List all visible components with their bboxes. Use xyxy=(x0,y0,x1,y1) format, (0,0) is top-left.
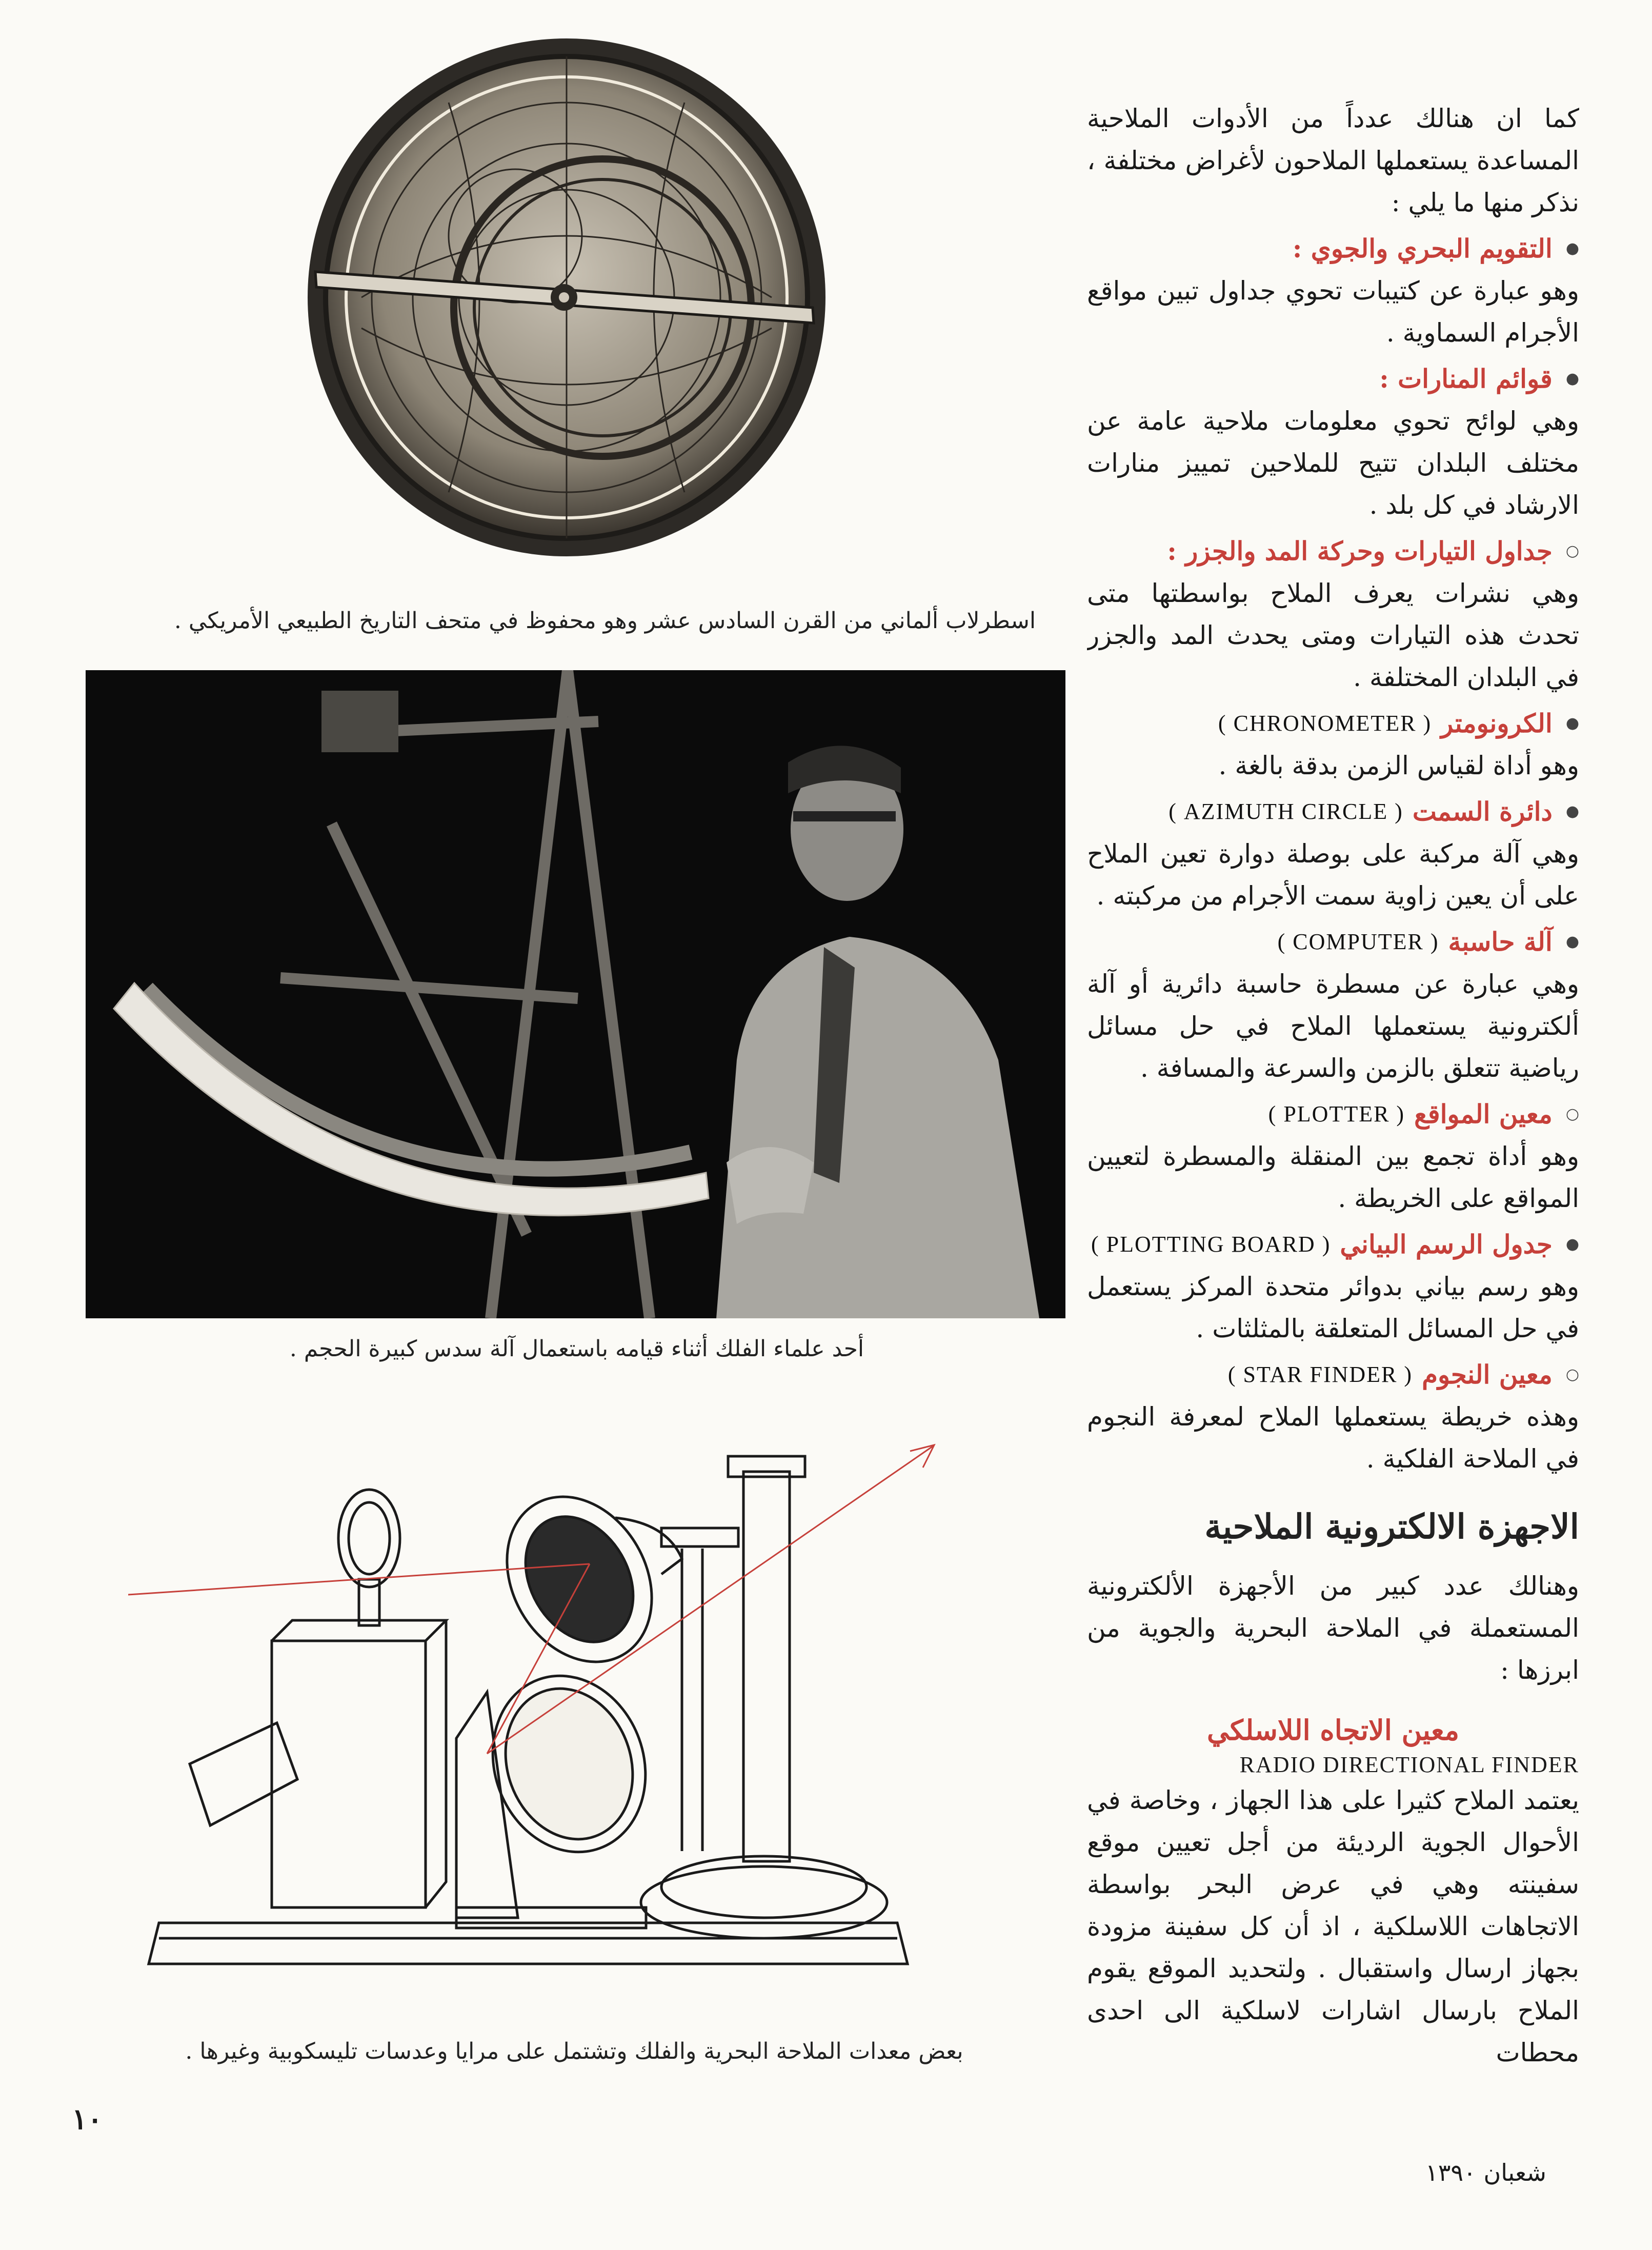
astrolabe-illustration xyxy=(295,21,838,610)
item-english: ( COMPUTER ) xyxy=(1277,929,1439,954)
item-english: ( STAR FINDER ) xyxy=(1227,1362,1413,1387)
item-title: معين المواقع xyxy=(1414,1099,1553,1129)
sextant-caption: أحد علماء الفلك أثناء قيامه باستعمال آلة سدس كبيرة الحجم . xyxy=(289,1336,864,1362)
item-text: وهي آلة مركبة على بوصلة دوارة تعين الملاح على أن يعين زاوية سمت الأجرام من مركبته . xyxy=(1087,839,1579,911)
tool-item xyxy=(1087,1354,1579,1480)
tool-item xyxy=(1087,921,1579,1089)
intro-paragraph: كما ان هنالك عدداً من الأدوات الملاحية المساعدة يستعملها الملاحون لأغراض مختلفة ، نذكر منها ما يلي : xyxy=(1087,104,1579,217)
item-title: الكرونومتر xyxy=(1441,708,1553,738)
item-title: قوائم المنارات : xyxy=(1379,364,1553,394)
item-english: ( PLOTTER ) xyxy=(1268,1101,1405,1127)
item-text: وهي نشرات يعرف الملاح بواسطتها متى تحدث هذه التيارات ومتى يحدث المد والجزر في البلدان المختلفة . xyxy=(1087,578,1579,692)
tool-item xyxy=(1087,1093,1579,1219)
tool-item xyxy=(1087,791,1579,917)
item-title: جدول الرسم البياني xyxy=(1340,1229,1553,1259)
item-text: وهو أداة تجمع بين المنقلة والمسطرة لتعيين المواقع على الخريطة . xyxy=(1087,1141,1579,1213)
bullet-icon: ○ xyxy=(1565,1365,1579,1383)
subsection-title-english: RADIO DIRECTIONAL FINDER xyxy=(1239,1752,1579,1777)
item-title: دائرة السمت xyxy=(1412,796,1553,827)
item-title: معين النجوم xyxy=(1422,1359,1553,1390)
bullet-icon: ● xyxy=(1565,933,1579,951)
bullet-icon: ● xyxy=(1565,714,1579,732)
item-text: وهذه خريطة يستعملها الملاح لمعرفة النجوم في الملاحة الفلكية . xyxy=(1087,1402,1579,1474)
section-title: الاجهزة الالكترونية الملاحية xyxy=(1204,1506,1579,1546)
item-text: وهو رسم بياني بدوائر متحدة المركز يستعمل في حل المسائل المتعلقة بالمثلثات . xyxy=(1087,1272,1579,1343)
tool-item xyxy=(1087,358,1579,526)
bullet-icon: ○ xyxy=(1565,542,1579,560)
sextant-photo xyxy=(86,670,1065,1318)
item-english: ( AZIMUTH CIRCLE ) xyxy=(1169,799,1403,824)
bullet-icon: ● xyxy=(1565,1235,1579,1253)
bullet-icon: ● xyxy=(1565,239,1579,257)
tool-item xyxy=(1087,228,1579,354)
item-english: ( CHRONOMETER ) xyxy=(1218,711,1432,736)
item-text: وهو عبارة عن كتيبات تحوي جداول تبين مواقع الأجرام السماوية . xyxy=(1087,276,1579,348)
item-title: جداول التيارات وحركة المد والجزر : xyxy=(1167,536,1553,566)
item-text: وهو أداة لقياس الزمن بدقة بالغة . xyxy=(1218,751,1579,780)
page-number: ١٠ xyxy=(72,2102,103,2136)
tool-item xyxy=(1087,1223,1579,1350)
bullet-icon: ● xyxy=(1565,370,1579,388)
item-title: آلة حاسبة xyxy=(1448,927,1553,957)
subsection-title-arabic: معين الاتجاه اللاسلكي xyxy=(1206,1714,1460,1746)
item-text: وهي لوائح تحوي معلومات ملاحية عامة عن مختلف البلدان تتيح للملاحين تمييز منارات الارشاد في كل بلد . xyxy=(1087,406,1579,520)
astrolabe-caption: اسطرلاب ألماني من القرن السادس عشر وهو محفوظ في متحف التاريخ الطبيعي الأمريكي . xyxy=(174,608,1036,634)
bullet-icon: ○ xyxy=(1565,1105,1579,1123)
navigation-equipment-drawing xyxy=(128,1405,1000,2025)
item-english: ( PLOTTING BOARD ) xyxy=(1091,1232,1331,1257)
article-column xyxy=(1087,97,1579,2087)
section-text: يعتمد الملاح كثيرا على هذا الجهاز ، وخاصة في الأحوال الجوية الرديئة من أجل تعيين موقع سفينته وهي في عرض البحر بواسطة الاتجاهات اللاسلكية ، اذ أن كل سفينة مزودة بجهاز ارسال واستقبال . ولتحديد الموقع يقوم الملاح بارسال اشارات لاسلكية الى احدى محطات xyxy=(1087,1785,1579,2067)
section-intro: وهنالك عدد كبير من الأجهزة الألكترونية المستعملة في الملاحة البحرية والجوية من ابرزها : xyxy=(1087,1571,1579,1685)
tool-item xyxy=(1087,702,1579,787)
issue-date: شعبان ١٣٩٠ xyxy=(1425,2159,1546,2186)
item-text: وهي عبارة عن مسطرة حاسبة دائرية أو آلة ألكترونية يستعملها الملاح في حل مسائل رياضية تتعلق بالزمن والسرعة والمسافة . xyxy=(1087,969,1579,1083)
tool-item xyxy=(1087,530,1579,698)
item-title: التقويم البحري والجوي : xyxy=(1292,233,1553,264)
bullet-icon: ● xyxy=(1565,802,1579,820)
equipment-caption: بعض معدات الملاحة البحرية والفلك وتشتمل على مرايا وعدسات تليسكوبية وغيرها . xyxy=(185,2038,963,2064)
